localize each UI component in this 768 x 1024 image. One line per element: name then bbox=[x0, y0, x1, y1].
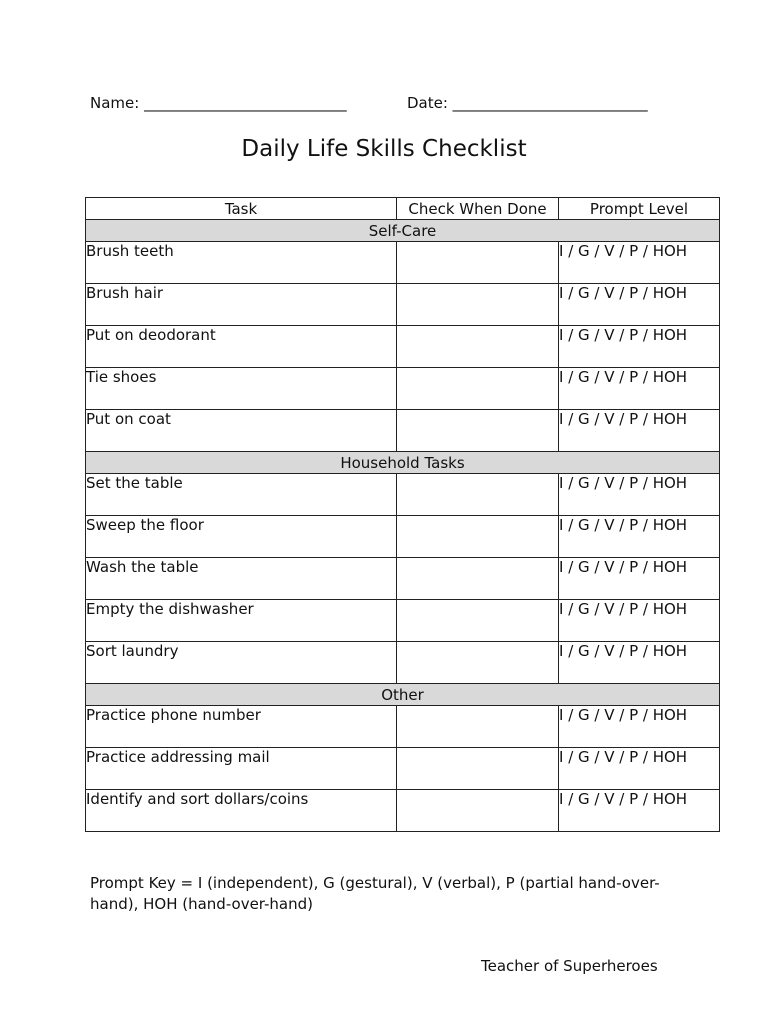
table-row bbox=[86, 474, 720, 516]
task-name: Brush teeth bbox=[86, 242, 397, 284]
check-cell[interactable] bbox=[397, 410, 559, 452]
table-row bbox=[86, 368, 720, 410]
task-name: Sweep the floor bbox=[86, 516, 397, 558]
prompt-level: I / G / V / P / HOH bbox=[559, 600, 720, 642]
prompt-level: I / G / V / P / HOH bbox=[559, 474, 720, 516]
check-cell[interactable] bbox=[397, 642, 559, 684]
table-row bbox=[86, 790, 720, 832]
prompt-level: I / G / V / P / HOH bbox=[559, 284, 720, 326]
task-name: Practice phone number bbox=[86, 706, 397, 748]
task-name: Sort laundry bbox=[86, 642, 397, 684]
task-name: Put on deodorant bbox=[86, 326, 397, 368]
table-row bbox=[86, 242, 720, 284]
footer-credit: Teacher of Superheroes bbox=[481, 957, 658, 975]
check-cell[interactable] bbox=[397, 474, 559, 516]
column-header-task: Task bbox=[86, 198, 397, 220]
section-title: Other bbox=[86, 684, 720, 706]
page-title: Daily Life Skills Checklist bbox=[241, 136, 527, 162]
table-row bbox=[86, 516, 720, 558]
table-row bbox=[86, 284, 720, 326]
check-cell[interactable] bbox=[397, 706, 559, 748]
section-title: Household Tasks bbox=[86, 452, 720, 474]
prompt-level: I / G / V / P / HOH bbox=[559, 558, 720, 600]
prompt-level: I / G / V / P / HOH bbox=[559, 326, 720, 368]
table-row bbox=[86, 326, 720, 368]
prompt-level: I / G / V / P / HOH bbox=[559, 642, 720, 684]
task-name: Empty the dishwasher bbox=[86, 600, 397, 642]
table-row bbox=[86, 600, 720, 642]
table-row bbox=[86, 642, 720, 684]
task-name: Set the table bbox=[86, 474, 397, 516]
table-row bbox=[86, 410, 720, 452]
prompt-level: I / G / V / P / HOH bbox=[559, 368, 720, 410]
prompt-key-legend: Prompt Key = I (independent), G (gestural), V (verbal), P (partial hand-over-hand), HOH (hand-over-hand) bbox=[90, 874, 660, 913]
task-name: Identify and sort dollars/coins bbox=[86, 790, 397, 832]
task-name: Tie shoes bbox=[86, 368, 397, 410]
check-cell[interactable] bbox=[397, 516, 559, 558]
check-cell[interactable] bbox=[397, 790, 559, 832]
table-row bbox=[86, 706, 720, 748]
section-title: Self-Care bbox=[86, 220, 720, 242]
check-cell[interactable] bbox=[397, 600, 559, 642]
date-field-label: Date: __________________________ bbox=[407, 94, 648, 112]
check-cell[interactable] bbox=[397, 748, 559, 790]
task-name: Wash the table bbox=[86, 558, 397, 600]
column-header-check: Check When Done bbox=[397, 198, 559, 220]
section-row bbox=[86, 220, 720, 242]
prompt-level: I / G / V / P / HOH bbox=[559, 706, 720, 748]
table-row bbox=[86, 558, 720, 600]
section-row bbox=[86, 452, 720, 474]
check-cell[interactable] bbox=[397, 558, 559, 600]
column-header-prompt: Prompt Level bbox=[559, 198, 720, 220]
check-cell[interactable] bbox=[397, 326, 559, 368]
table-header-row bbox=[86, 198, 720, 220]
task-name: Put on coat bbox=[86, 410, 397, 452]
prompt-level: I / G / V / P / HOH bbox=[559, 748, 720, 790]
check-cell[interactable] bbox=[397, 242, 559, 284]
task-name: Brush hair bbox=[86, 284, 397, 326]
prompt-level: I / G / V / P / HOH bbox=[559, 516, 720, 558]
prompt-level: I / G / V / P / HOH bbox=[559, 242, 720, 284]
check-cell[interactable] bbox=[397, 284, 559, 326]
check-cell[interactable] bbox=[397, 368, 559, 410]
prompt-level: I / G / V / P / HOH bbox=[559, 410, 720, 452]
task-name: Practice addressing mail bbox=[86, 748, 397, 790]
section-row bbox=[86, 684, 720, 706]
table-row bbox=[86, 748, 720, 790]
prompt-level: I / G / V / P / HOH bbox=[559, 790, 720, 832]
name-field-label: Name: ___________________________ bbox=[90, 94, 347, 112]
checklist-table bbox=[85, 197, 720, 832]
